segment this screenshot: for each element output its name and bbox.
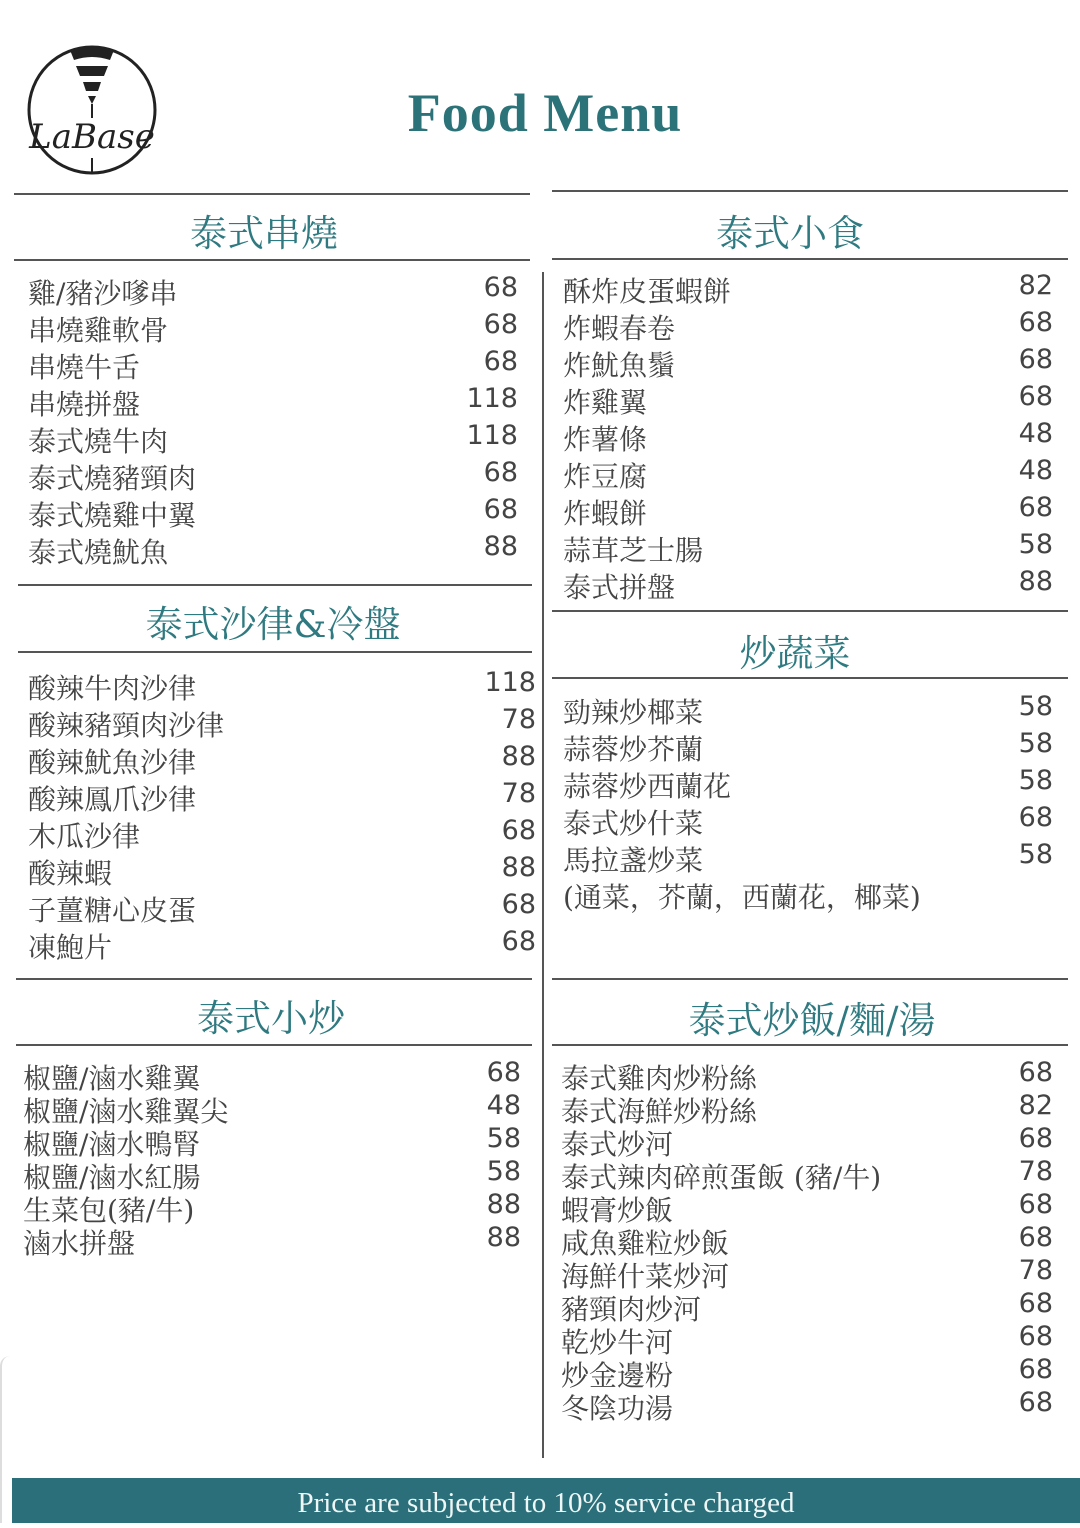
- menu-item: [563, 381, 1053, 418]
- menu-item-name: 酸辣鳳爪沙律: [28, 783, 197, 816]
- menu-item: [561, 1387, 1053, 1425]
- section-heading-salads: 泰式沙律&冷盤: [145, 603, 401, 646]
- menu-item-name: 串燒拼盤: [28, 388, 141, 421]
- menu-item-price: 118: [466, 420, 518, 451]
- menu-item: [23, 1057, 521, 1095]
- menu-item: [28, 531, 518, 568]
- menu-item: [563, 455, 1053, 492]
- section-heading-skewers: 泰式串燒: [190, 212, 338, 255]
- menu-item-price: 68: [483, 309, 518, 340]
- menu-item: [561, 1321, 1053, 1359]
- menu-item: [23, 1189, 521, 1227]
- menu-item-price: 58: [486, 1156, 521, 1187]
- menu-item-name: 蝦膏炒飯: [561, 1194, 674, 1227]
- menu-item-name: 炒金邊粉: [561, 1359, 674, 1392]
- menu-item-price: 88: [501, 852, 536, 883]
- divider: [16, 1044, 532, 1046]
- menu-item: [561, 1189, 1053, 1227]
- section-vegetables-list: [563, 691, 1053, 876]
- menu-item-name: 滷水拼盤: [23, 1227, 136, 1260]
- menu-item-name: 泰式海鮮炒粉絲: [561, 1095, 758, 1128]
- menu-item-name: 豬頸肉炒河: [561, 1293, 702, 1326]
- menu-item-price: 68: [483, 457, 518, 488]
- menu-item: [561, 1288, 1053, 1326]
- menu-item: [563, 344, 1053, 381]
- menu-item-price: 68: [483, 272, 518, 303]
- menu-item-name: 炸薯條: [563, 423, 648, 456]
- menu-item-name: 泰式炒什菜: [563, 807, 704, 840]
- menu-item: [563, 839, 1053, 876]
- menu-item-price: 68: [483, 494, 518, 525]
- menu-item-price: 58: [1018, 839, 1053, 870]
- menu-item: [563, 492, 1053, 529]
- menu-item: [28, 741, 536, 778]
- menu-item: [28, 272, 518, 309]
- divider: [552, 978, 1068, 980]
- menu-item: [28, 704, 536, 741]
- menu-item-price: 68: [1018, 1222, 1053, 1253]
- menu-item-price: 68: [1018, 492, 1053, 523]
- menu-item-name: 泰式雞肉炒粉絲: [561, 1062, 758, 1095]
- menu-item-price: 88: [501, 741, 536, 772]
- menu-item-name: 凍鮑片: [28, 931, 113, 964]
- menu-item: [563, 529, 1053, 566]
- menu-item: [23, 1090, 521, 1128]
- menu-item-name: 木瓜沙律: [28, 820, 141, 853]
- menu-item-name: 串燒雞軟骨: [28, 314, 169, 347]
- menu-item-name: 椒鹽/滷水紅腸: [23, 1161, 201, 1194]
- menu-item-price: 78: [501, 778, 536, 809]
- column-divider: [542, 272, 544, 1458]
- menu-item-price: 118: [484, 667, 536, 698]
- section-heading-vegetables: 炒蔬菜: [739, 632, 851, 675]
- menu-item-name: 蒜蓉炒芥蘭: [563, 733, 704, 766]
- menu-item: [28, 457, 518, 494]
- menu-item: [28, 383, 518, 420]
- menu-item-price: 82: [1018, 1090, 1053, 1121]
- section-stirfry-list: [23, 1057, 521, 1260]
- menu-item-price: 68: [501, 815, 536, 846]
- menu-item-name: 蒜蓉炒西蘭花: [563, 770, 732, 803]
- menu-item-price: 68: [486, 1057, 521, 1088]
- menu-item-price: 82: [1018, 270, 1053, 301]
- menu-item-name: 泰式燒魷魚: [28, 536, 169, 569]
- divider: [18, 651, 532, 653]
- menu-item-name: 椒鹽/滷水雞翼: [23, 1062, 201, 1095]
- menu-item-price: 48: [486, 1090, 521, 1121]
- menu-item-name: 雞/豬沙嗲串: [28, 277, 178, 310]
- menu-item: [28, 346, 518, 383]
- menu-item: [561, 1354, 1053, 1392]
- menu-item: [563, 691, 1053, 728]
- menu-item-name: 酸辣蝦: [28, 857, 113, 890]
- menu-item-name: 串燒牛舌: [28, 351, 141, 384]
- menu-item: [23, 1156, 521, 1194]
- menu-item: [28, 309, 518, 346]
- menu-item: [561, 1255, 1053, 1293]
- section-heading-stirfry: 泰式小炒: [197, 997, 345, 1040]
- menu-item: [563, 270, 1053, 307]
- menu-item-price: 118: [466, 383, 518, 414]
- menu-item-price: 58: [1018, 765, 1053, 796]
- menu-item-name: 酸辣豬頸肉沙律: [28, 709, 225, 742]
- page-title: Food Menu: [407, 83, 683, 143]
- menu-item-price: 68: [1018, 1354, 1053, 1385]
- menu-item-price: 58: [1018, 728, 1053, 759]
- menu-item-price: 58: [1018, 529, 1053, 560]
- divider: [14, 259, 530, 261]
- menu-item-price: 68: [1018, 307, 1053, 338]
- menu-item: [563, 765, 1053, 802]
- menu-item-price: 58: [486, 1123, 521, 1154]
- menu-item-name: 咸魚雞粒炒飯: [561, 1227, 730, 1260]
- section-heading-snacks: 泰式小食: [716, 212, 864, 255]
- menu-item: [563, 566, 1053, 603]
- menu-item-price: 68: [1018, 1057, 1053, 1088]
- divider: [552, 677, 1068, 679]
- menu-item-price: 68: [1018, 1123, 1053, 1154]
- logo-wordmark: LaBase: [29, 117, 155, 157]
- menu-item: [561, 1123, 1053, 1161]
- menu-item-name: 勁辣炒椰菜: [563, 696, 704, 729]
- divider: [552, 610, 1068, 612]
- menu-item-price: 78: [1018, 1255, 1053, 1286]
- menu-item-name: 馬拉盞炒菜: [563, 844, 704, 877]
- menu-item-price: 68: [1018, 381, 1053, 412]
- menu-item-price: 68: [1018, 1288, 1053, 1319]
- menu-item-name: 炸雞翼: [563, 386, 648, 419]
- menu-item-price: 68: [1018, 344, 1053, 375]
- menu-item: [563, 728, 1053, 765]
- menu-item-name: 椒鹽/滷水雞翼尖: [23, 1095, 229, 1128]
- menu-item-name: 酸辣牛肉沙律: [28, 672, 197, 705]
- menu-item-price: 88: [486, 1189, 521, 1220]
- menu-item-name: 炸豆腐: [563, 460, 648, 493]
- menu-item-price: 48: [1018, 455, 1053, 486]
- menu-item-name: 酸辣魷魚沙律: [28, 746, 197, 779]
- menu-item-name: 椒鹽/滷水鴨腎: [23, 1128, 201, 1161]
- menu-item: [28, 778, 536, 815]
- menu-item: [563, 307, 1053, 344]
- menu-item-price: 88: [486, 1222, 521, 1253]
- divider: [552, 258, 1068, 260]
- menu-item-price: 68: [501, 926, 536, 957]
- menu-item: [561, 1057, 1053, 1095]
- section-salads-list: [28, 667, 536, 963]
- menu-item-name: 炸魷魚鬚: [563, 349, 676, 382]
- menu-item-name: 炸蝦餅: [563, 497, 648, 530]
- menu-item: [561, 1222, 1053, 1260]
- vegetables-note: (通菜，芥蘭，西蘭花，椰菜): [563, 881, 921, 914]
- menu-item: [561, 1090, 1053, 1128]
- service-charge-footer: Price are subjected to 10% service charged: [12, 1478, 1080, 1523]
- menu-item: [28, 852, 536, 889]
- menu-item: [23, 1222, 521, 1260]
- menu-item-price: 48: [1018, 418, 1053, 449]
- menu-item-price: 68: [501, 889, 536, 920]
- menu-item-price: 68: [1018, 1387, 1053, 1418]
- menu-item-name: 泰式燒牛肉: [28, 425, 169, 458]
- menu-item-name: 泰式拼盤: [563, 571, 676, 604]
- menu-item-price: 78: [501, 704, 536, 735]
- divider: [552, 1044, 1068, 1046]
- menu-item-name: 子薑糖心皮蛋: [28, 894, 197, 927]
- section-heading-rice: 泰式炒飯/麵/湯: [688, 999, 936, 1042]
- menu-item-price: 58: [1018, 691, 1053, 722]
- menu-item-name: 泰式辣肉碎煎蛋飯 (豬/牛): [561, 1161, 882, 1194]
- menu-item: [23, 1123, 521, 1161]
- menu-item-name: 泰式燒雞中翼: [28, 499, 197, 532]
- menu-item-name: 生菜包(豬/牛): [23, 1194, 195, 1227]
- menu-item-name: 蒜茸芝士腸: [563, 534, 704, 567]
- menu-item: [28, 667, 536, 704]
- divider: [18, 584, 532, 586]
- section-snacks-list: [563, 270, 1053, 603]
- menu-item-name: 乾炒牛河: [561, 1326, 674, 1359]
- menu-item-price: 68: [483, 346, 518, 377]
- menu-item-price: 88: [483, 531, 518, 562]
- menu-item-price: 88: [1018, 566, 1053, 597]
- menu-item-name: 酥炸皮蛋蝦餅: [563, 275, 732, 308]
- divider: [552, 190, 1068, 192]
- menu-item: [28, 889, 536, 926]
- menu-item: [28, 420, 518, 457]
- menu-item-name: 炸蝦春卷: [563, 312, 676, 345]
- menu-item: [28, 926, 536, 963]
- menu-item-price: 68: [1018, 802, 1053, 833]
- divider: [14, 193, 530, 195]
- page-edge: [0, 1356, 10, 1523]
- menu-item: [563, 802, 1053, 839]
- menu-item: [28, 494, 518, 531]
- menu-item-name: 海鮮什菜炒河: [561, 1260, 730, 1293]
- section-rice-list: [561, 1057, 1053, 1425]
- divider: [16, 978, 532, 980]
- section-skewers-list: [28, 272, 518, 568]
- menu-item: [561, 1156, 1053, 1194]
- menu-item-price: 68: [1018, 1321, 1053, 1352]
- menu-item-name: 泰式炒河: [561, 1128, 674, 1161]
- menu-item: [28, 815, 536, 852]
- menu-item-name: 泰式燒豬頸肉: [28, 462, 197, 495]
- menu-item: [563, 418, 1053, 455]
- menu-item-name: 冬陰功湯: [561, 1392, 674, 1425]
- menu-item-price: 68: [1018, 1189, 1053, 1220]
- menu-item-price: 78: [1018, 1156, 1053, 1187]
